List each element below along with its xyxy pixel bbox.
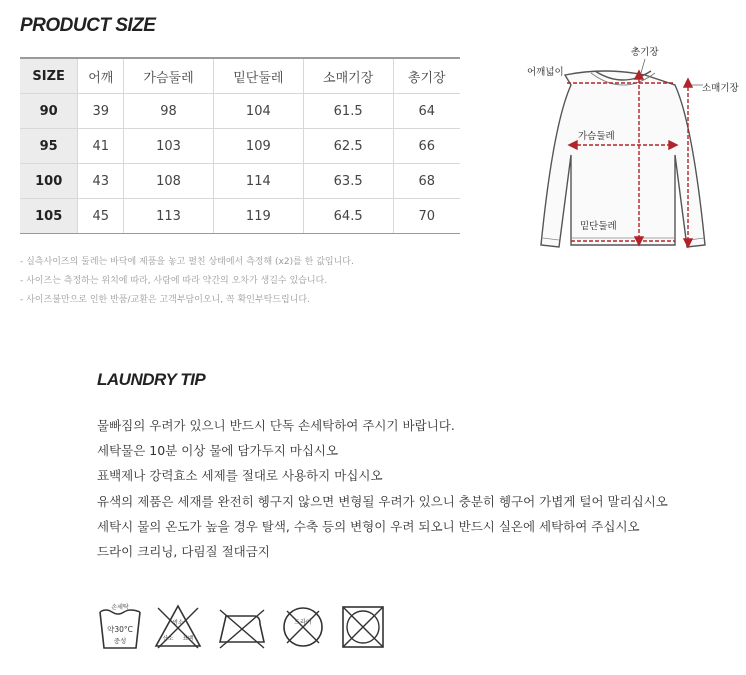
header-chest: 가슴둘레	[124, 58, 214, 94]
bleach-oxygen-label: 산소	[162, 636, 174, 642]
no-dry-clean-icon	[278, 600, 328, 654]
laundry-tip-line: 물빠짐의 우려가 있으니 반드시 단독 손세탁하여 주시기 바랍니다.	[97, 418, 455, 433]
table-cell: 104	[213, 94, 303, 129]
table-cell: 43	[78, 164, 124, 199]
diagram-label-chest: 가슴둘레	[578, 131, 615, 142]
no-ironing-icon	[214, 600, 270, 654]
laundry-tip-line: 세탁물은 10분 이상 물에 담가두지 마십시오	[97, 443, 339, 458]
table-cell: 109	[213, 129, 303, 164]
table-row	[20, 164, 460, 199]
table-cell: 119	[213, 199, 303, 234]
table-cell: 64.5	[303, 199, 393, 234]
header-shoulder: 어깨	[78, 58, 124, 94]
header-hem: 밑단둘레	[213, 58, 303, 94]
hand-wash-detergent-label: 중성	[113, 637, 127, 645]
no-tumble-dry-icon	[338, 600, 388, 654]
table-cell: 113	[124, 199, 214, 234]
diagram-label-hem: 밑단둘레	[580, 221, 617, 232]
product-size-title: PRODUCT SIZE	[20, 15, 156, 36]
table-cell: 70	[393, 199, 460, 234]
size-table-header-row	[20, 58, 460, 94]
table-cell: 45	[78, 199, 124, 234]
table-row	[20, 94, 460, 129]
laundry-tip-line: 유색의 제품은 세재를 완전히 헹구지 않으면 변형될 우려가 있으니 충분히 헹구어 가볍게 털어 말리십시오	[97, 494, 668, 509]
size-note: - 사이즈불만으로 인한 반품/교환은 고객부담이오니, 꼭 확인부탁드립니다.	[20, 295, 310, 305]
no-bleach-icon	[152, 600, 204, 654]
table-cell: 114	[213, 164, 303, 199]
header-size: SIZE	[20, 58, 78, 94]
diagram-label-shoulder: 어깨넓이	[527, 67, 564, 78]
header-total-length: 총기장	[393, 58, 460, 94]
table-cell: 98	[124, 94, 214, 129]
dry-clean-label: 드라이	[294, 619, 312, 626]
diagram-label-sleeve: 소매기장	[702, 83, 739, 94]
size-cell: 95	[20, 129, 78, 164]
table-cell: 108	[124, 164, 214, 199]
table-cell: 66	[393, 129, 460, 164]
table-cell: 41	[78, 129, 124, 164]
size-cell: 105	[20, 199, 78, 234]
size-cell: 90	[20, 94, 78, 129]
table-cell: 63.5	[303, 164, 393, 199]
laundry-tip-line: 드라이 크리닝, 다림질 절대금지	[97, 544, 270, 559]
table-cell: 103	[124, 129, 214, 164]
table-cell: 61.5	[303, 94, 393, 129]
hand-wash-temp-label: 약30°C	[107, 625, 133, 634]
bleach-chlorine-label: 염소	[172, 620, 184, 626]
size-note: - 실측사이즈의 둘레는 바닥에 제품을 놓고 펼친 상태에서 측정해 (x2)를 한 값입니다.	[20, 257, 354, 267]
header-sleeve: 소매기장	[303, 58, 393, 94]
table-row	[20, 129, 460, 164]
table-cell: 39	[78, 94, 124, 129]
laundry-tip-line: 표백제나 강력효소 세제를 절대로 사용하지 마십시오	[97, 468, 383, 483]
size-note: - 사이즈는 측정하는 위치에 따라, 사람에 따라 약간의 오차가 생길수 있습니다.	[20, 276, 328, 286]
laundry-tip-title: LAUNDRY TIP	[97, 370, 206, 389]
laundry-tip-line: 세탁시 물의 온도가 높을 경우 탈색, 수축 등의 변형이 우려 되오니 반드시 실온에 세탁하여 주십시오	[97, 519, 640, 534]
hand-wash-top-label: 손세탁	[111, 604, 129, 611]
table-cell: 68	[393, 164, 460, 199]
table-row	[20, 199, 460, 234]
table-cell: 64	[393, 94, 460, 129]
hand-wash-icon	[96, 600, 144, 654]
size-table	[20, 57, 460, 234]
diagram-label-total-length: 총기장	[631, 47, 659, 58]
size-cell: 100	[20, 164, 78, 199]
sweater-outline-icon	[541, 71, 705, 247]
bleach-label: 표백	[182, 636, 194, 642]
table-cell: 62.5	[303, 129, 393, 164]
